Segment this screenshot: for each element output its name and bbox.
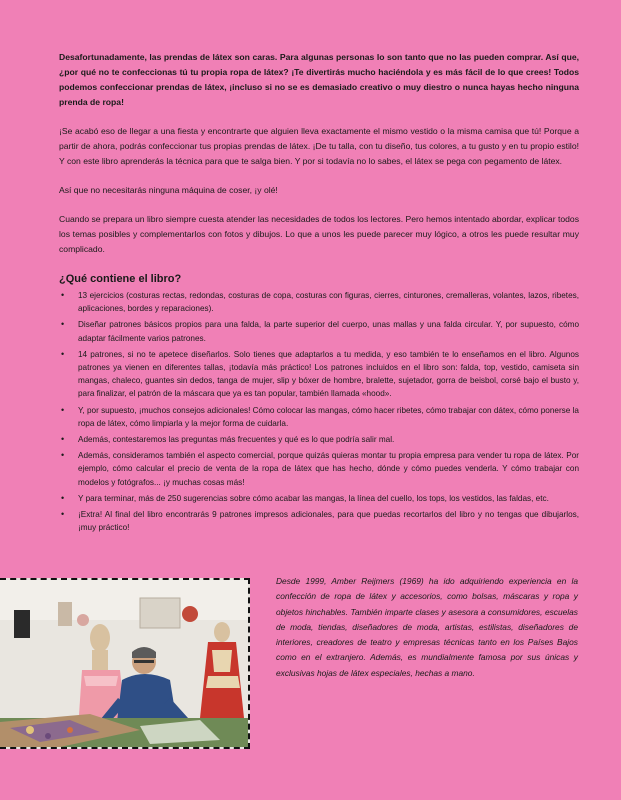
list-item <box>59 348 579 401</box>
list-item <box>59 289 579 315</box>
list-item-text: Y, por supuesto, ¡muchos consejos adicionales! Cómo colocar las mangas, cómo hacer ribetes, cómo trabajar con dátex, cómo ponerse la ropa de látex, cómo limpiarla y la mejor forma de cuidarla. <box>78 405 579 428</box>
list-item <box>59 449 579 489</box>
list-item-text: ¡Extra! Al final del libro encontrarás 9 patrones impresos adicionales, para que puedas recortarlos del libro y no tengas que dibujarlos, ¡muy práctico! <box>78 510 579 533</box>
intro-paragraph-4: Cuando se prepara un libro siempre cuesta atender las necesidades de todos los lectores. Pero hemos intentado abordar, explicar todos los temas posibles y complementarlos con fotos y dibujos. Lo que a unos les puede parecer muy lógico, a otros les puede resultar muy complicado. <box>59 214 579 254</box>
list-item-text: Además, consideramos también el aspecto comercial, porque quizás quieras montar tu propia empresa para vender tu ropa de látex. Por ejemplo, cómo calcular el precio de venta de la ropa de látex que has hecho, dónde y cómo puedes venderla. Y cómo trabajar con modelos y fotógrafos... ¡y muchas cosas más! <box>78 451 579 487</box>
bullet-icon: • <box>61 348 65 359</box>
intro-paragraph-1: Desafortunadamente, las prendas de látex son caras. Para algunas personas lo son tanto que no las pueden comprar. Así que, ¿por qué no te confeccionas tú tu propia ropa de látex? ¡Te divertirás mucho haciéndola y es más fácil de lo que crees! Todos podemos confeccionar prendas de látex, ¡incluso si no se es demasiado creativo o muy diestro o nunca hayas hecho ninguna prenda de ropa! <box>59 52 579 107</box>
list-item-text: Y para terminar, más de 250 sugerencias sobre cómo acabar las mangas, la línea del cuello, los tops, los vestidos, las faldas, etc. <box>78 493 549 503</box>
list-item <box>59 404 579 430</box>
intro-paragraph-3: Así que no necesitarás ninguna máquina de coser, ¡y olé! <box>59 185 278 195</box>
list-item-text: 13 ejercicios (costuras rectas, redondas, costuras de copa, costuras con figuras, cierres, cinturones, cremalleras, volantes, lazos, ribetes, aplicaciones, bordes y reparaciones). <box>78 291 579 314</box>
bullet-icon: • <box>61 434 65 445</box>
page-content <box>59 50 579 537</box>
bullet-icon: • <box>61 509 65 520</box>
list-item <box>59 433 579 446</box>
list-item <box>59 318 579 344</box>
list-item <box>59 492 579 505</box>
bullet-icon: • <box>61 492 65 503</box>
contents-list <box>59 289 579 534</box>
workshop-photo <box>0 578 250 749</box>
workshop-photo-illustration <box>0 580 248 747</box>
list-item-text: Además, contestaremos las preguntas más frecuentes y qué es lo que podría salir mal. <box>78 435 395 445</box>
contents-heading: ¿Qué contiene el libro? <box>59 273 182 285</box>
list-item <box>59 508 579 534</box>
bullet-icon: • <box>61 319 65 330</box>
intro-paragraph-2: ¡Se acabó eso de llegar a una fiesta y encontrarte que alguien lleva exactamente el mismo vestido o la misma camisa que tú! Porque a partir de ahora, podrás confeccionar tus propias prendas de látex. ¡De tu talla, con tu diseño, tus colores, a tu gusto y en tu propio estilo! Y con este libro aprenderás la técnica para que te salga bien. Y por si todavía no lo sabes, el látex se pega con pegamento de látex. <box>59 126 579 166</box>
list-item-text: Diseñar patrones básicos propios para una falda, la parte superior del cuerpo, unas mallas y una falda circular. Y, por supuesto, cómo adaptar fácilmente varios patrones. <box>78 320 579 343</box>
bullet-icon: • <box>61 290 65 300</box>
bullet-icon: • <box>61 450 65 461</box>
author-bio: Desde 1999, Amber Reijmers (1969) ha ido adquiriendo experiencia en la confección de ropa de látex y accesorios, como bolsas, máscaras y ropa y objetos hinchables. También imparte clases y asesora a consumidores, escuelas de moda, tiendas, diseñadores de moda, artistas, estilistas, diseñadores de interiores, creadores de teatro y empresas técnicas tanto en los Países Bajos como en el extranjero. Además, es mundialmente famosa por sus únicas y exclusivas hojas de látex especiales, hechas a mano. <box>276 576 578 678</box>
list-item-text: 14 patrones, si no te apetece diseñarlos. Solo tienes que adaptarlos a tu medida, y eso también te lo enseñamos en el libro. Algunos patrones ya vienen en diferentes tallas, ¡todavía más práctico! Los patrones incluidos en el libro son: falda, top, vestido, camiseta sin mangas, chaleco, guantes sin dedos, tanga de mujer, slip y bóxer de hombre, bralette, sujetador, gorra de beisbol, corsé bajo el busto y, para finalizar, el patrón de la máscara que ya es tan popular, también llamada «hood». <box>78 349 579 399</box>
bullet-icon: • <box>61 404 65 415</box>
